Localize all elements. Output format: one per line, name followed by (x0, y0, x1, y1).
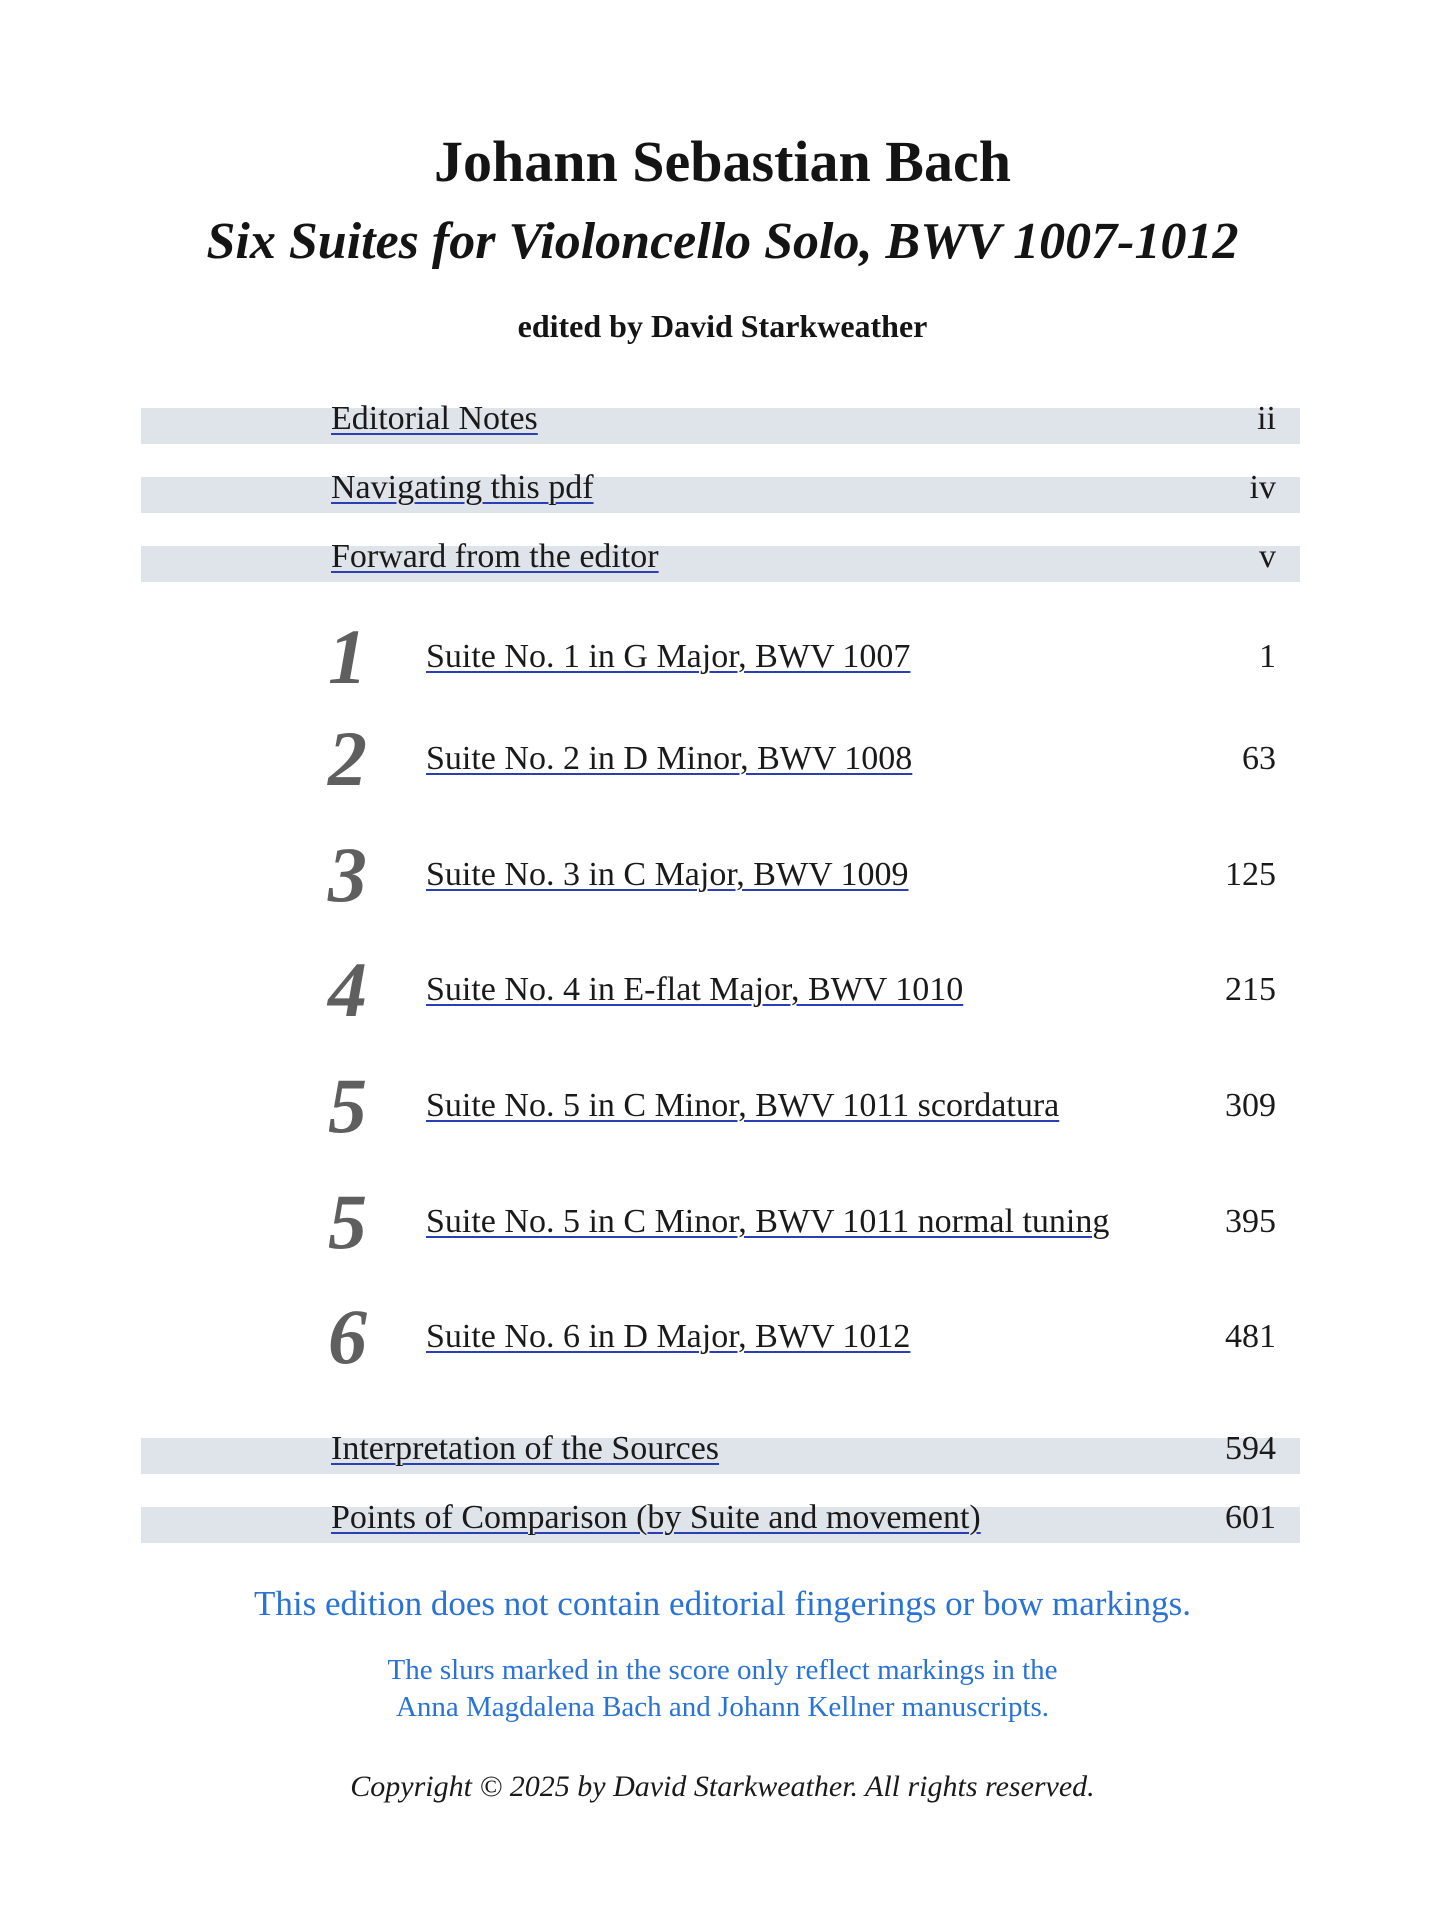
toc-page-number: 309 (1225, 1087, 1276, 1124)
copyright-notice: Copyright © 2025 by David Starkweather. All rights reserved. (350, 1770, 1095, 1803)
toc-entry-suite-6[interactable] (141, 1293, 1300, 1390)
suite-link[interactable]: Suite No. 6 in D Major, BWV 1012 (426, 1318, 911, 1355)
suite-link[interactable]: Suite No. 1 in G Major, BWV 1007 (426, 638, 911, 675)
toc-page-number: 1 (1259, 638, 1276, 675)
work-title: Six Suites for Violoncello Solo, BWV 1007-1012 (206, 213, 1239, 270)
toc-entry-suite-5-scordatura[interactable] (141, 1062, 1300, 1159)
suite-link[interactable]: Suite No. 2 in D Minor, BWV 1008 (426, 740, 913, 777)
suite-number: 5 (328, 1062, 367, 1149)
toc-page-number: 215 (1225, 971, 1276, 1008)
toc-page-number: ii (1257, 400, 1276, 437)
suite-link[interactable]: Suite No. 5 in C Minor, BWV 1011 normal tuning (426, 1203, 1110, 1240)
suite-number: 5 (328, 1178, 367, 1265)
toc-entry-suite-4[interactable] (141, 946, 1300, 1043)
suite-number: 1 (328, 613, 367, 700)
edition-note: This edition does not contain editorial fingerings or bow markings. (253, 1584, 1192, 1623)
toc-entry-suite-1[interactable] (141, 613, 1300, 710)
composer-name: Johann Sebastian Bach (434, 129, 1011, 194)
toc-page-number: 125 (1225, 856, 1276, 893)
toc-entry-interpretation[interactable] (141, 1430, 1300, 1474)
suite-link[interactable]: Suite No. 5 in C Minor, BWV 1011 scordatura (426, 1087, 1060, 1124)
slur-note-line-1: The slurs marked in the score only reflect markings in the (387, 1654, 1058, 1686)
slur-note-line-2: Anna Magdalena Bach and Johann Kellner manuscripts. (395, 1691, 1050, 1723)
toc-page-number: iv (1249, 469, 1276, 506)
editor-credit: edited by David Starkweather (517, 308, 928, 344)
toc-entry-editorial-notes[interactable] (141, 400, 1300, 444)
toc-link[interactable]: Points of Comparison (by Suite and movement) (331, 1499, 981, 1536)
toc-page-number: 594 (1225, 1430, 1276, 1467)
toc-entry-suite-2[interactable] (141, 715, 1300, 812)
toc-entry-points-of-comparison[interactable] (141, 1499, 1300, 1543)
toc-link[interactable]: Editorial Notes (331, 400, 538, 437)
toc-page-number: 481 (1225, 1318, 1276, 1355)
toc-link[interactable]: Forward from the editor (331, 538, 659, 575)
toc-page-number: 63 (1242, 740, 1276, 777)
toc-page-number: 601 (1225, 1499, 1276, 1536)
toc-page-number: 395 (1225, 1203, 1276, 1240)
suite-number: 6 (328, 1293, 367, 1380)
suite-link[interactable]: Suite No. 4 in E-flat Major, BWV 1010 (426, 971, 964, 1008)
suite-number: 3 (328, 831, 367, 918)
toc-entry-forward[interactable] (141, 538, 1300, 582)
slur-note (0, 1652, 1445, 1726)
toc-link[interactable]: Navigating this pdf (331, 469, 594, 506)
suite-link[interactable]: Suite No. 3 in C Major, BWV 1009 (426, 856, 909, 893)
toc-entry-suite-3[interactable] (141, 831, 1300, 928)
toc-page-number: v (1259, 538, 1276, 575)
toc-entry-suite-5-normal[interactable] (141, 1178, 1300, 1275)
suite-number: 2 (328, 715, 367, 802)
toc-link[interactable]: Interpretation of the Sources (331, 1430, 720, 1467)
toc-entry-navigating[interactable] (141, 469, 1300, 513)
suite-number: 4 (328, 946, 367, 1033)
